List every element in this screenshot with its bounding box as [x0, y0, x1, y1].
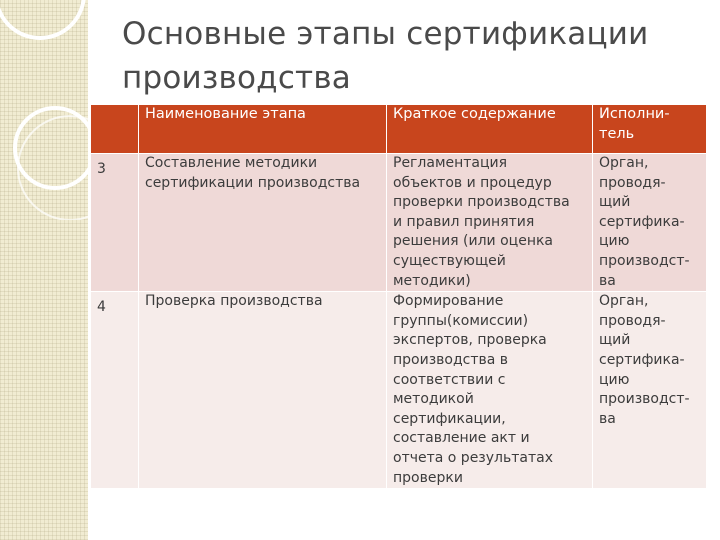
header-summary: Краткое содержание — [387, 105, 593, 154]
decorative-circle-large — [15, 108, 95, 188]
decorative-circle-top — [0, 0, 84, 38]
stage-number-cell: 4 — [91, 292, 139, 489]
table-body — [91, 154, 707, 489]
table-row — [91, 292, 707, 489]
stage-name-cell: Проверка производства — [139, 292, 387, 489]
stage-executor-cell: Орган, проводя- щий сертифика- цию производст- ва — [593, 154, 707, 292]
header-executor: Исполни- тель — [593, 105, 707, 154]
stage-summary-cell: Регламентация объектов и процедур проверки производства и правил принятия решения (или оценка существующей методики) — [387, 154, 593, 292]
certification-stages-table — [90, 104, 707, 489]
stage-summary-cell: Формирование группы(комиссии) экспертов, проверка производства в соответствии с методикой сертификации, составление акт и отчета о результатах проверки — [387, 292, 593, 489]
stage-name-cell: Составление методики сертификации производства — [139, 154, 387, 292]
table-header-row — [91, 105, 707, 154]
header-number — [91, 105, 139, 154]
header-stage-name: Наименование этапа — [139, 105, 387, 154]
stage-executor-cell: Орган, проводя- щий сертифика- цию производст- ва — [593, 292, 707, 489]
stage-number-cell: 3 — [91, 154, 139, 292]
table-row — [91, 154, 707, 292]
slide-title: Основные этапы сертификации производства — [122, 16, 649, 96]
